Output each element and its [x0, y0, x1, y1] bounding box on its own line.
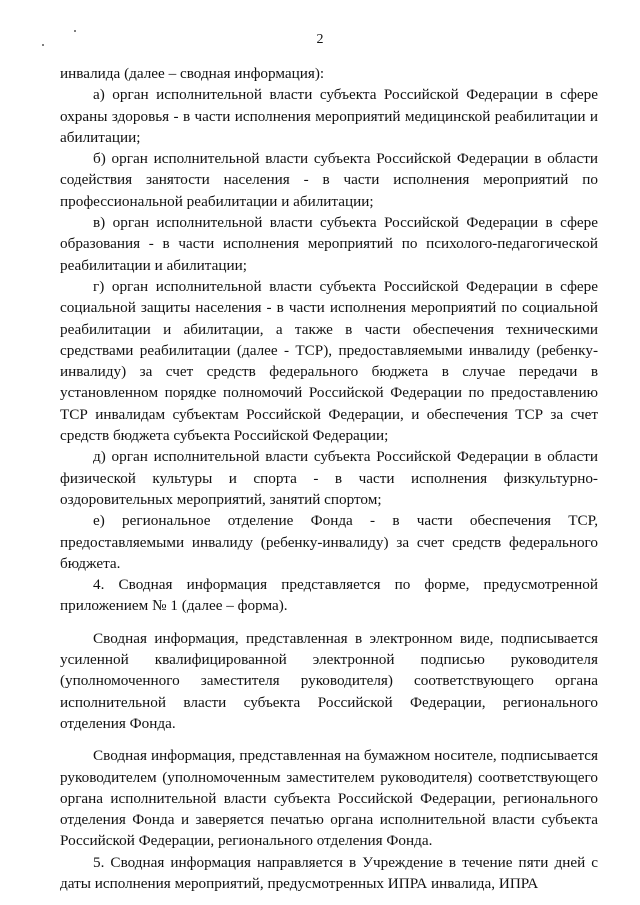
paragraph-item-b: б) орган исполнительной власти субъекта Российской Федерации в области содействия занятости населения - в части исполнения мероприятий по профессиональной реабилитации и абилитации; [60, 150, 598, 210]
paragraph-electronic-signature: Сводная информация, представленная в электронном виде, подписывается усиленной квалифицированной электронной подписью руководителя (уполномоченного заместителя руководителя) соответствующего органа исполнительной власти субъекта Российской Федерации, регионального отделения Фонда. [60, 629, 598, 732]
paragraph-clause-5: 5. Сводная информация направляется в Учреждение в течение пяти дней с даты исполнения мероприятий, предусмотренных ИПРА инвалида, ИПРА [60, 853, 598, 892]
paragraph-item-g: г) орган исполнительной власти субъекта Российской Федерации в сфере социальной защиты населения - в части исполнения мероприятий по социальной реабилитации и абилитации, а также в части обеспечения техническими средствами реабилитации (далее - ТСР), предоставляемыми инвалиду (ребенку-инвалиду) за счет средств федерального бюджета в случае передачи в установленном порядке полномочий Российской Федерации по предоставлению ТСР инвалидам субъектам Российской Федерации, и обеспечения ТСР за счет средств бюджета субъекта Российской Федерации; [60, 277, 598, 445]
page-number: 2 [316, 32, 324, 47]
paragraph-item-a: а) орган исполнительной власти субъекта Российской Федерации в сфере охраны здоровья - в части исполнения мероприятий медицинской реабилитации и абилитации; [60, 86, 598, 146]
scan-speck [42, 44, 44, 46]
document-body [60, 63, 598, 894]
scan-speck [74, 30, 76, 32]
paragraph-clause-4: 4. Сводная информация представляется по форме, предусмотренной приложением № 1 (далее – форма). [60, 576, 598, 615]
paragraph-item-v: в) орган исполнительной власти субъекта Российской Федерации в сфере образования - в части исполнения мероприятий по психолого-педагогической реабилитации и абилитации; [60, 214, 598, 274]
paragraph-item-e: е) региональное отделение Фонда - в части обеспечения ТСР, предоставляемыми инвалиду (ребенку-инвалиду) за счет средств федерального бюджета. [60, 512, 598, 572]
paragraph-paper-signature: Сводная информация, представленная на бумажном носителе, подписывается руководителем (уполномоченным заместителем руководителя) соответствующего органа исполнительной власти субъекта Российской Федерации, регионального отделения Фонда и заверяется печатью органа исполнительной власти субъекта Российской Федерации, регионального отделения Фонда. [60, 747, 598, 850]
paragraph-intro-continuation: инвалида (далее – сводная информация): [60, 65, 325, 82]
paragraph-item-d: д) орган исполнительной власти субъекта Российской Федерации в области физической культуры и спорта - в части исполнения физкультурно-оздоровительных мероприятий, занятий спортом; [60, 448, 598, 508]
